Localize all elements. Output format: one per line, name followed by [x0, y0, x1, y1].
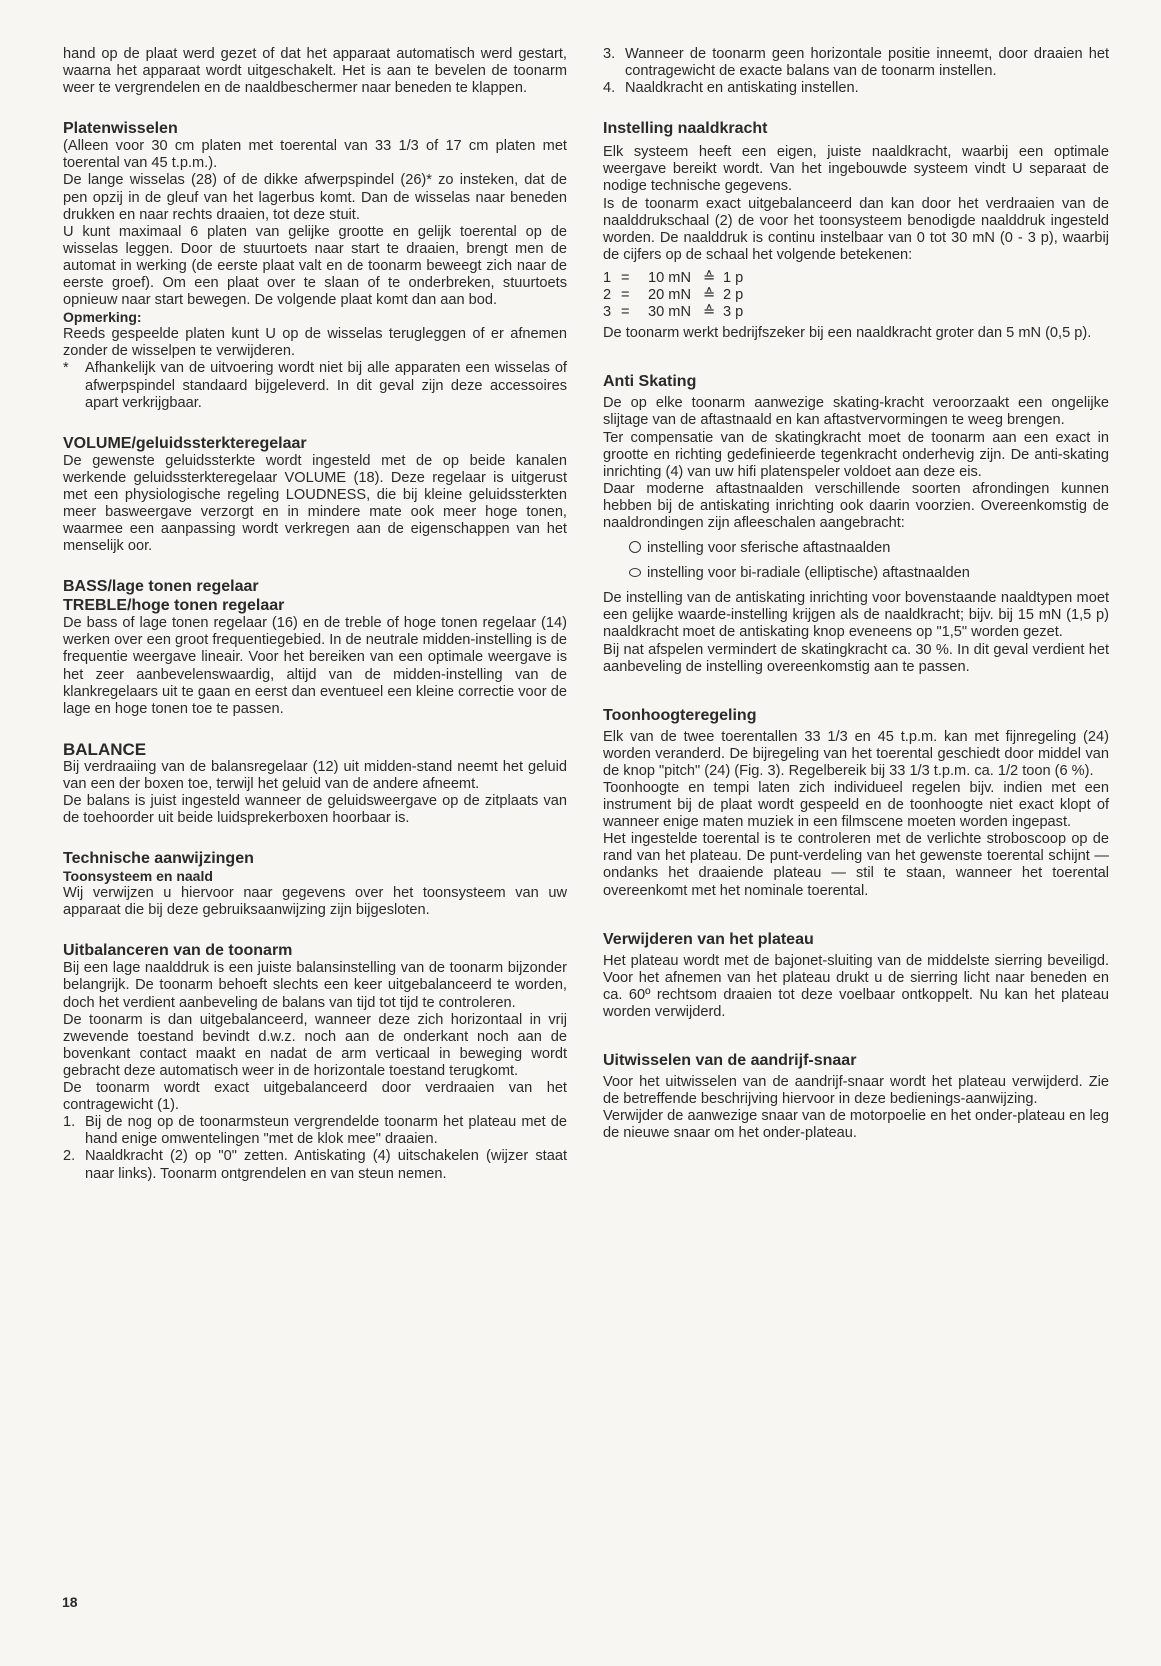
- technisch-heading: Technische aanwijzingen: [63, 850, 254, 868]
- scale-number: 3: [603, 304, 612, 321]
- naaldkracht-p3: De toonarm werkt bedrijfszeker bij een naaldkracht groter dan 5 mN (0,5 p).: [603, 325, 1092, 342]
- toonsysteem-subheading: Toonsysteem en naald: [63, 868, 213, 885]
- millinewton-value: 30 mN: [648, 304, 691, 321]
- option-text: instelling voor bi-radiale (elliptische) aftastnaalden: [647, 565, 970, 582]
- toonhoogte-p2: Toonhoogte en tempi laten zich individueel regelen bijv. indien met een instrument bij de plaat wordt gespeeld en de toonhoogte niet exact klopt of wanneer enige maten muziek in een filmscene moeten worden ingepast.: [603, 780, 1109, 831]
- corresponds-symbol: ≙: [703, 304, 716, 321]
- volume-heading: VOLUME/geluidssterkteregelaar: [63, 434, 307, 452]
- intro-paragraph: hand op de plaat werd gezet of dat het apparaat automatisch werd gestart, waarna het apparaat wordt uitgeschakelt. Het is aan te bevelen de toonarm weer te vergrendelen en de naaldbeschermer naar beneden te klappen.: [63, 46, 567, 97]
- uitwisselen-heading: Uitwisselen van de aandrijf-snaar: [603, 1052, 857, 1070]
- antiskating-p1: De op elke toonarm aanwezige skating-kracht veroorzaakt een ongelijke slijtage van de aftastnaald en kan aftastvervormingen te weeg brengen.: [603, 395, 1109, 429]
- uitbalanceren-list: [63, 1114, 567, 1182]
- platenwisselen-p4: Reeds gespeelde platen kunt U op de wisselas terugleggen of er afnemen zonder de wisselpen te verwijderen.: [63, 326, 567, 360]
- list-text: Bij de nog op de toonarmsteun vergrendelde toonarm het plateau met de hand enige omwentelingen "met de klok mee" draaien.: [85, 1114, 567, 1148]
- toonhoogte-p1: Elk van de twee toerentallen 33 1/3 en 45 t.p.m. kan met fijnregeling (24) worden veranderd. De bijregeling van het toerental geschiedt door middel van de knop "pitch" (24) (Fig. 3). Regelbereik bij 33 1/3 t.p.m. ca. 1/2 toon (6 %).: [603, 728, 1109, 779]
- list-item: [63, 1114, 567, 1148]
- uitbalanceren-p1: Bij een lage naalddruk is een juiste balansinstelling van de toonarm bijzonder belangrijk. De toonarm behoeft slechts een keer uitgebalanceerd te worden, doch het verdient aanbeveling de balans van tijd tot tijd te controleren.: [63, 960, 567, 1011]
- naaldkracht-p2: Is de toonarm exact uitgebalanceerd dan kan door het verdraaien van de naalddrukschaal (2) de voor het toonsysteem benodigde naalddruk ingesteld worden. De naalddruk is continu instelbaar van 0 tot 30 mN (0 - 3 p), waarbij de cijfers op de schaal het volgende betekenen:: [603, 195, 1109, 263]
- naaldkracht-p1: Elk systeem heeft een eigen, juiste naaldkracht, waarbij een optimale weergave bereikt wordt. Van het ingebouwde systeem vindt U separaat de nodige technische gegevens.: [603, 144, 1109, 195]
- antiskating-p2: Ter compensatie van de skatingkracht moet de toonarm aan een exact in grootte en richting gedefinieerde tegenkracht onderhevig zijn. De anti-skating inrichting (4) van uw hifi platenspeler voldoet aan deze eis.: [603, 429, 1109, 480]
- footnote: [63, 360, 567, 411]
- scale-number: 2: [603, 287, 612, 304]
- list-number: 4.: [603, 80, 616, 97]
- list-item: [603, 46, 1109, 80]
- platenwisselen-p1: (Alleen voor 30 cm platen met toerental van 33 1/3 of 17 cm platen met toerental van 45 t.p.m.).: [63, 138, 567, 172]
- ellipse-icon: [629, 568, 641, 577]
- uitbalanceren-list-continued: [603, 46, 1109, 97]
- verwijderen-heading: Verwijderen van het plateau: [603, 930, 814, 948]
- balance-p2: De balans is juist ingesteld wanneer de geluidsweergave op de zitplaats van de toehoorder uit beide luidsprekerboxen hoorbaar is.: [63, 793, 567, 827]
- option-text: instelling voor sferische aftastnaalden: [647, 540, 891, 557]
- opmerking-heading: Opmerking:: [63, 309, 142, 326]
- page-number: 18: [62, 1594, 78, 1610]
- list-text: Naaldkracht (2) op "0" zetten. Antiskating (4) uitschakelen (wijzer staat naar links). Toonarm ontgrendelen en van steun nemen.: [85, 1148, 567, 1182]
- bass-heading: BASS/lage tonen regelaar: [63, 578, 259, 596]
- corresponds-symbol: ≙: [703, 269, 716, 286]
- naaldkracht-heading: Instelling naaldkracht: [603, 120, 768, 138]
- list-text: Naaldkracht en antiskating instellen.: [625, 80, 859, 97]
- table-row: [603, 304, 1109, 321]
- uitbalanceren-p3: De toonarm wordt exact uitgebalanceerd door verdraaien van het contragewicht (1).: [63, 1080, 567, 1114]
- option-elliptical: [629, 565, 1109, 582]
- antiskating-heading: Anti Skating: [603, 373, 697, 391]
- table-row: [603, 270, 1109, 287]
- antiskating-p3: Daar moderne aftastnaalden verschillende soorten afrondingen kunnen hebben bij de antiskating inrichting ook daarin voorzien. Overeenkomstig de naaldrondingen zijn afleeschalen aangebracht:: [603, 480, 1109, 531]
- naaldkracht-table: [603, 270, 1109, 321]
- millinewton-value: 10 mN: [648, 269, 691, 286]
- verwijderen-p1: Het plateau wordt met de bajonet-sluiting van de middelste sierring beveiligd. Voor het afnemen van het plateau drukt u de sierring licht naar beneden en ca. 60º rechtsom draaien tot deze voelbaar ontkoppelt. Nu kan het plateau worden verwijderd.: [603, 952, 1109, 1020]
- balance-heading: BALANCE: [63, 739, 147, 759]
- list-text: Wanneer de toonarm geen horizontale positie inneemt, door draaien het contragewicht de exacte balans van de toonarm instellen.: [625, 46, 1109, 80]
- volume-p1: De gewenste geluidssterkte wordt ingesteld met de op beide kanalen werkende geluidssterkteregelaar VOLUME (18). Deze regelaar is uitgerust met een physiologische regeling LOUDNESS, die bij kleine geluidssterkten meer basweergave verzorgt en in mindere mate ook meer hoge tonen, waarmee een aanpassing wordt verkregen aan de eigenschappen van het menselijk oor.: [63, 452, 567, 555]
- millinewton-value: 20 mN: [648, 287, 691, 304]
- list-item: [603, 80, 1109, 97]
- platenwisselen-p2: De lange wisselas (28) of de dikke afwerpspindel (26)* zo insteken, dat de pen opzij in de gleuf van het lagerbus komt. Dan de wisselas naar beneden drukken en naar rechts draaien, tot deze stuit.: [63, 172, 567, 223]
- antiskating-p4: De instelling van de antiskating inrichting voor bovenstaande naaldtypen moet een gelijke waarde-instelling krijgen als de naaldkracht; bijv. bij 15 mN (1,5 p) naaldkracht moet de antiskating knop eveneens op "1,5" worden gezet.: [603, 590, 1109, 641]
- circle-icon: [629, 541, 641, 553]
- equals-sign: =: [621, 269, 630, 286]
- treble-heading: TREBLE/hoge tonen regelaar: [63, 597, 285, 615]
- equals-sign: =: [621, 304, 630, 321]
- balance-p1: Bij verdraaiing van de balansregelaar (12) uit midden-stand neemt het geluid van een der boxen toe, terwijl het geluid van de andere afneemt.: [63, 758, 567, 792]
- right-column: [603, 46, 1109, 1142]
- list-number: 2.: [63, 1148, 76, 1165]
- option-spherical: [629, 540, 1109, 557]
- equals-sign: =: [621, 287, 630, 304]
- corresponds-symbol: ≙: [703, 287, 716, 304]
- scale-number: 1: [603, 269, 612, 286]
- uitbalanceren-p2: De toonarm is dan uitgebalanceerd, wanneer deze zich horizontaal in vrij zwevende toestand bevindt d.w.z. noch aan de onderkant noch aan de bovenkant contact maakt en nadat de arm verticaal in beweging wordt gebracht deze automatisch weer in de horizontale toestand terugkomt.: [63, 1011, 567, 1079]
- platenwisselen-heading: Platenwisselen: [63, 120, 178, 138]
- table-row: [603, 287, 1109, 304]
- toonhoogte-heading: Toonhoogteregeling: [603, 706, 757, 724]
- list-item: [63, 1148, 567, 1182]
- uitwisselen-p2: Verwijder de aanwezige snaar van de motorpoelie en het onder-plateau en leg de nieuwe snaar om het onder-plateau.: [603, 1108, 1109, 1142]
- pond-value: 2 p: [723, 287, 744, 304]
- list-number: 3.: [603, 46, 616, 62]
- uitbalanceren-heading: Uitbalanceren van de toonarm: [63, 942, 293, 960]
- technisch-p1: Wij verwijzen u hiervoor naar gegevens over het toonsysteem van uw apparaat die bij deze gebruiksaanwijzing zijn bijgesloten.: [63, 885, 567, 919]
- antiskating-p5: Bij nat afspelen vermindert de skatingkracht ca. 30 %. In dit geval verdient het aanbeveling de instelling overeenkomstig aan te passen.: [603, 641, 1109, 675]
- bass-p1: De bass of lage tonen regelaar (16) en de treble of hoge tonen regelaar (14) werken over een groot frequentiegebied. In de neutrale midden-instelling is de frequentie weergave lineair. Voor het bereiken van een optimale weergave is het zeer aanbevelenswaardig, altijd van de midden-instelling van de klankregelaars uit te gaan en eerst dan eventueel een kleine correctie voor de lage en hoge tonen toe te passen.: [63, 615, 567, 717]
- platenwisselen-p3: U kunt maximaal 6 platen van gelijke grootte en gelijk toerental op de wisselas leggen. Door de stuurtoets naar start te draaien, brengt men de automat in werking (de eerste plaat valt en de toonarm beweegt zich naar de eerste groef). Om een plaat over te slaan of te onderbreken, stuurtoets opnieuw naar start bewegen. De volgende plaat komt dan aan bod.: [63, 223, 567, 309]
- uitwisselen-p1: Voor het uitwisselen van de aandrijf-snaar wordt het plateau verwijderd. Zie de betreffende beschrijving hiervoor in deze bedienings-aanwijzing.: [603, 1074, 1109, 1108]
- footnote-text: Afhankelijk van de uitvoering wordt niet bij alle apparaten een wisselas of afwerpspindel standaard bijgeleverd. In dit geval zijn deze accessoires apart verkrijgbaar.: [85, 360, 567, 411]
- left-column: [63, 46, 567, 1183]
- footnote-mark: *: [63, 360, 69, 377]
- toonhoogte-p3: Het ingestelde toerental is te controleren met de verlichte stroboscoop op de rand van het plateau. De punt-verdeling van het gewenste toerental schijnt — ondanks het draaiende plateau — stil te staan, wanneer het toerental overeenkomt met het nominale toerental.: [603, 831, 1109, 899]
- list-number: 1.: [63, 1114, 76, 1131]
- pond-value: 1 p: [723, 269, 744, 286]
- pond-value: 3 p: [723, 304, 744, 321]
